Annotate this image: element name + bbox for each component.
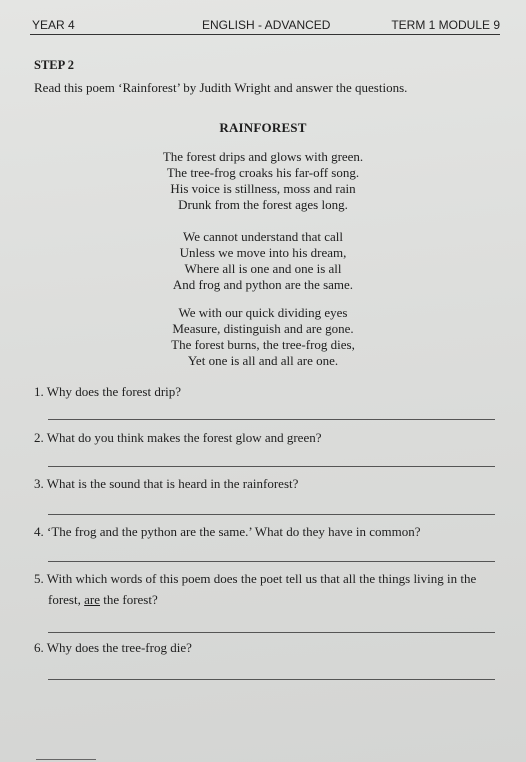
question-4: 4. ‘The frog and the python are the same.’ What do they have in common? [34,524,421,539]
poem-line: Drunk from the forest ages long. [178,197,348,212]
poem-line: We cannot understand that call [183,229,343,244]
page-header [30,14,500,35]
poem-line: And frog and python are the same. [172,277,354,292]
poem-stanza-2 [0,229,526,293]
poem-stanza-1 [0,149,526,213]
poem-line: Where all is one and one is all [184,261,342,276]
poem-line: We with our quick dividing eyes [178,305,348,320]
question-5-line-2 [34,589,499,610]
footer-rule [36,759,96,760]
answer-line-5[interactable] [48,632,495,633]
step-instruction: Read this poem ‘Rainforest’ by Judith Wright and answer the questions. [34,80,408,95]
question-5-line-1: 5. With which words of this poem does the poet tell us that all the things living in the [34,571,477,586]
answer-line-2[interactable] [48,466,495,467]
poem-line: The tree-frog croaks his far-off song. [166,165,360,180]
step-title: STEP 2 [34,58,74,72]
question-1: 1. Why does the forest drip? [34,384,182,399]
poem-line: His voice is stillness, moss and rain [170,181,356,196]
underlined-word: are [84,592,100,607]
answer-line-4[interactable] [48,561,495,562]
question-3: 3. What is the sound that is heard in the rainforest? [34,476,299,491]
answer-line-6[interactable] [48,679,495,680]
poem-stanza-3 [0,305,526,369]
answer-line-1[interactable] [48,419,495,420]
poem-line: Yet one is all and all are one. [187,353,339,368]
poem-title: RAINFOREST [219,120,307,135]
question-2: 2. What do you think makes the forest glow and green? [34,430,322,445]
poem-line: Measure, distinguish and are gone. [172,321,354,336]
answer-line-3[interactable] [48,514,495,515]
header-subject: ENGLISH - ADVANCED [202,18,331,32]
poem-line: The forest burns, the tree-frog dies, [171,337,355,352]
header-year: YEAR 4 [32,18,75,32]
header-module: TERM 1 MODULE 9 [391,18,500,32]
question-5-text-before: forest, [48,592,85,607]
question-5-text-after: the forest? [99,592,158,607]
poem-line: The forest drips and glows with green. [162,149,364,164]
poem-line: Unless we move into his dream, [179,245,347,260]
question-5 [34,568,499,610]
question-6: 6. Why does the tree-frog die? [34,640,192,655]
